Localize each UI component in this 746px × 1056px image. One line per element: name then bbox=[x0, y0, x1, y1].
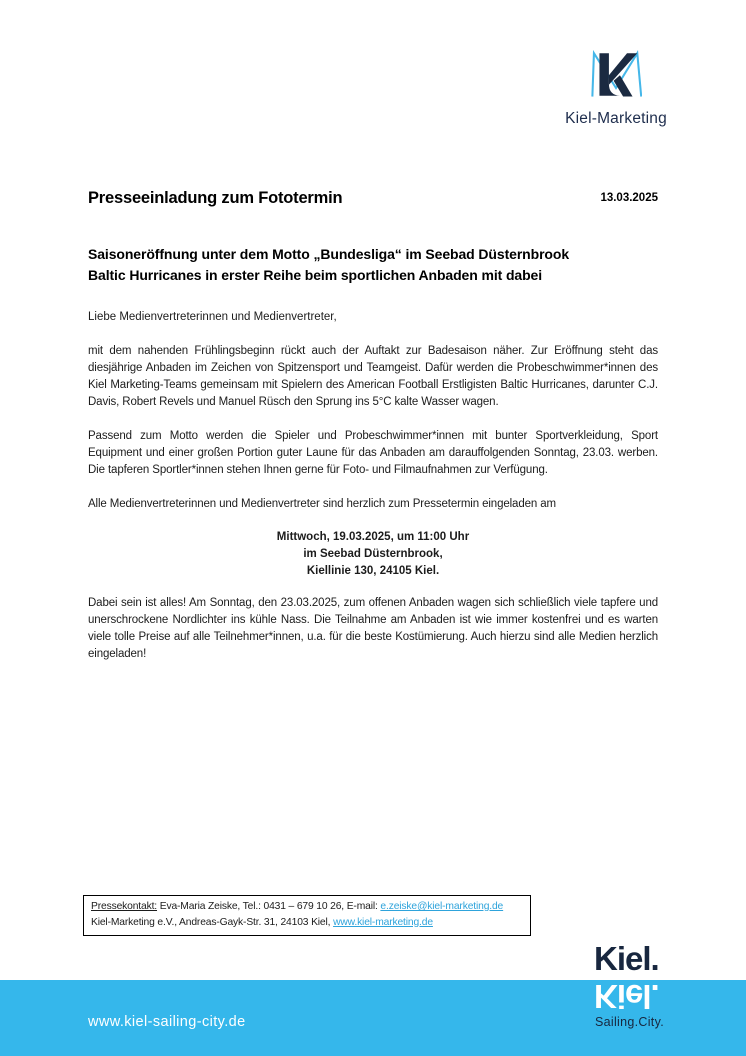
event-details bbox=[88, 529, 658, 580]
contact-website-link[interactable]: www.kiel-marketing.de bbox=[333, 916, 433, 928]
document-body bbox=[88, 186, 658, 663]
kiel-marketing-logo bbox=[558, 46, 674, 128]
contact-label: Pressekontakt: bbox=[91, 901, 158, 912]
headline-line2: Baltic Hurricanes in erster Reihe beim sportlichen Anbaden mit dabei bbox=[88, 267, 543, 283]
event-date-time: Mittwoch, 19.03.2025, um 11:00 Uhr bbox=[276, 531, 470, 543]
kiel-brand-word: Kiel. bbox=[594, 940, 659, 977]
paragraph-1: mit dem nahenden Frühlingsbeginn rückt auch der Auftakt zur Badesaison näher. Zur Eröffnung steht das diesjährige Anbaden im Zeichen von Spitzensport und Teamgeist. Dafür werden die Probeschwimmer*innen des Kiel Marketing-Teams gemeinsam mit Spielern des American Football Erstligisten Baltic Hurricanes, darunter C.J. Davis, Robert Revels und Manuel Rüsch den Sprung ins 5°C kalte Wasser wagen. bbox=[88, 345, 658, 408]
paragraph-3: Alle Medienvertreterinnen und Medienvertreter sind herzlich zum Pressetermin eingeladen am bbox=[88, 498, 556, 510]
page-title: Presseeinladung zum Fototermin bbox=[88, 189, 343, 207]
press-contact-box bbox=[83, 895, 531, 936]
headline bbox=[88, 244, 658, 286]
kiel-brand-tagline: Sailing.City. bbox=[595, 1015, 664, 1029]
contact-address: Kiel-Marketing e.V., Andreas-Gayk-Str. 31, 24103 Kiel, bbox=[91, 916, 334, 928]
contact-info: Eva-Maria Zeiske, Tel.: 0431 – 679 10 26, E-mail: bbox=[157, 901, 381, 912]
contact-line-1 bbox=[91, 899, 523, 915]
contact-line-2 bbox=[91, 915, 523, 931]
km-monogram-icon bbox=[590, 46, 642, 103]
event-address: Kiellinie 130, 24105 Kiel. bbox=[306, 565, 440, 577]
event-location: im Seebad Düsternbrook, bbox=[303, 548, 443, 560]
document-date: 13.03.2025 bbox=[600, 192, 658, 204]
footer-url: www.kiel-sailing-city.de bbox=[88, 1014, 246, 1030]
title-row bbox=[88, 186, 658, 210]
kiel-brand-word-reflection: Kiel. bbox=[594, 978, 659, 1015]
kiel-marketing-wordmark: Kiel-Marketing bbox=[565, 110, 667, 127]
greeting: Liebe Medienvertreterinnen und Medienvertreter, bbox=[88, 311, 337, 323]
contact-email-link[interactable]: e.zeiske@kiel-marketing.de bbox=[380, 901, 504, 912]
paragraph-4: Dabei sein ist alles! Am Sonntag, den 23.03.2025, zum offenen Anbaden wagen sich schließlich viele tapfere und unerschrockene Nordlichter ins kühle Nass. Die Teilnahme am Anbaden ist wie immer kostenfrei und es warten viele tolle Preise auf alle Teilnehmer*innen, u.a. für die beste Kostümierung. Auch hierzu sind alle Medien herzlich eingeladen! bbox=[88, 597, 658, 660]
paragraph-2: Passend zum Motto werden die Spieler und Probeschwimmer*innen mit bunter Sportverkleidung, Sport Equipment und einer großen Portion guter Laune für das Anbaden am darauffolgenden Sonntag, 23.03. werben. Die tapferen Sportler*innen stehen Ihnen gerne für Foto- und Filmaufnahmen zur Verfügung. bbox=[88, 430, 658, 476]
headline-line1: Saisoneröffnung unter dem Motto „Bundesliga“ im Seebad Düsternbrook bbox=[88, 246, 570, 262]
